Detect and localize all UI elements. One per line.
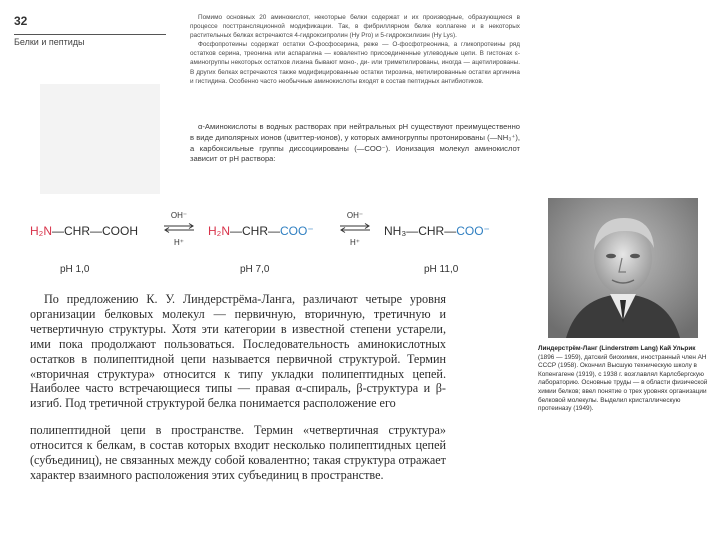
- form-basic: [384, 224, 490, 238]
- double-arrow-icon: [338, 223, 372, 233]
- ph-label-2: pH 7,0: [240, 264, 270, 275]
- sidebar-shade: [40, 84, 160, 194]
- page-number: 32: [14, 14, 28, 28]
- arrow-2-bottom: H⁺: [350, 238, 360, 247]
- header-rule: [14, 34, 166, 35]
- portrait-photo: [548, 198, 698, 338]
- caption-text: (1896 — 1959), датский биохимик, иностранный член АН СССР (1958). Окончил Высшую техническую школу в Копенгагене (1919), с 1938 г. возглавлял Карлсбергскую лабораторию. Основные труды — в области физической химии белков; ввел понятие о трех уровнях организации белковой молекулы. Выделил кристаллическую протеиназу (1949).: [538, 353, 708, 413]
- equilibrium-arrow-2: [338, 211, 372, 247]
- intro-paragraph-1: Помимо основных 20 аминокислот, некоторые белки содержат и их производные, образующиеся в процессе посттрансляционной модификации. Так, в фибриллярном белке коллагене и в некоторых растительных белках встречаются 4-гидроксипролин (Hy Pro) и 5-гидроксилизин (Hy Lys).: [190, 14, 520, 40]
- double-arrow-icon: [162, 223, 196, 233]
- amino-group-3: NH₃: [384, 224, 407, 238]
- form-acidic-body: —CHR—COOH: [52, 224, 138, 238]
- arrow-1-top: OH⁻: [170, 211, 188, 220]
- caption-name: Линдерстрём-Ланг (Linderstrøm Lang) Кай Ульрик: [538, 345, 696, 352]
- intro-paragraph-2: Фосфопротеины содержат остатки О-фосфосерина, реже — О-фосфотреонина, а гликопротеины ряд остатков серина, треонина или аспарагина — ковалентно присоединенные углеводные цепи. В гистонах ε-аминогруппы некоторых остатков лизина бывают моно-, ди- или триметилированы, иногда — ацетилированы. В других белках встречаются также модифицированные остатки тирозина, метилированные остатки аргинина и гистидина. Особенно часто необычные аминокислоты входят в состав пептидных антибиотиков.: [190, 41, 520, 85]
- section-title: Белки и пептиды: [14, 37, 85, 47]
- amino-group-1: H₂N: [30, 224, 52, 238]
- main-text: [30, 292, 446, 483]
- ph-label-1: pH 1,0: [60, 264, 90, 275]
- form-acidic: [30, 224, 138, 238]
- carboxylate-2: COO⁻: [280, 224, 314, 238]
- ionization-text: α-Аминокислоты в водных растворах при нейтральных pH существуют преимущественно в виде диполярных ионов (цвиттер-ионов), у которых аминогруппы протонированы (—NH₃⁺), а карбоксильные группы диссоциированы (—COO⁻). Ионизация молекул аминокислот зависит от pH раствора:: [190, 122, 520, 164]
- intro-text: [190, 13, 520, 86]
- form-zwitterion-body: —CHR—: [230, 224, 280, 238]
- form-basic-body: —CHR—: [406, 224, 457, 238]
- form-zwitterion: [208, 224, 314, 238]
- arrow-1-bottom: H⁺: [174, 238, 184, 247]
- arrow-2-top: OH⁻: [346, 211, 364, 220]
- main-paragraph-1: По предложению К. У. Линдерстрёма-Ланга, различают четыре уровня организации белковых молекул — первичную, вторичную, третичную и четвертичную структуры. Хотя эти категории в известной степени устарели, ими пока продолжают пользоваться. Последовательность аминокислотных остатков в полипептидной цепи называется первичной структурой. Термин «вторичная структура» относится к типу укладки полипептидных цепей. Наиболее часто встречающиеся типы — правая α-спираль, β-структура и β-изгиб. Под третичной структурой белка понимается расположение его: [30, 292, 446, 411]
- amino-group-2: H₂N: [208, 224, 230, 238]
- ph-label-3: pH 11,0: [424, 264, 459, 275]
- carboxylate-3: COO⁻: [456, 224, 490, 238]
- portrait-caption: [538, 345, 708, 414]
- main-paragraph-2: полипептидной цепи в пространстве. Термин «четвертичная структура» относится к белкам, в состав которых входит несколько полипептидных цепей (субъединиц), не связанных между собой ковалентно; такая структура отражает характер взаимного расположения этих субъединиц в пространстве.: [30, 423, 446, 482]
- equilibrium-arrow-1: [162, 211, 196, 247]
